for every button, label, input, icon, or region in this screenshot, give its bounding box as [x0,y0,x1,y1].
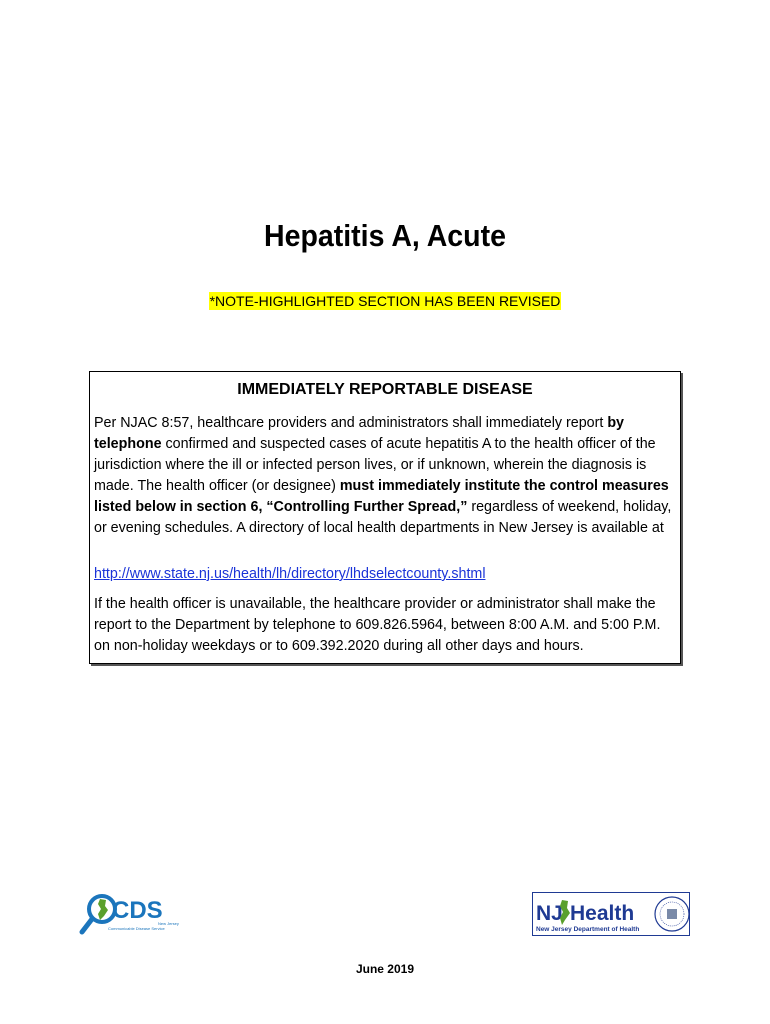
reportable-disease-box [89,371,681,664]
p1-text-c: confirmed and suspected cases of acute hepatitis A to the health officer of the jurisdiction where the ill or infected person lives, or if unknown, wherein the diagnosis is made. The health officer (or designee) [94,436,656,494]
cds-logo-text: CDS [112,897,163,924]
revision-note-wrapper [0,293,770,311]
box-heading: IMMEDIATELY REPORTABLE DISEASE [237,381,533,398]
health-logo-text: Health [570,902,635,925]
nj-logo-text: NJ [536,902,563,925]
p1-control-measures: must immediately institute the control measures listed below in section 6, “Controlling Further Spread,” [94,478,669,515]
fallback-contact-paragraph: If the health officer is unavailable, the healthcare provider or administrator shall make the report to the Department by telephone to 609.826.5964, between 8:00 A.M. and 5:00 P.M. on non-holiday weekdays or to 609.392.2020 during all other days and hours. [94,596,661,654]
magnifier-handle-icon [82,919,92,932]
document-title: Hepatitis A, Acute [264,218,506,253]
directory-link-paragraph [94,564,678,585]
p1-by-telephone: by telephone [94,415,625,452]
footer-date: June 2019 [355,962,415,976]
p1-text-e: regardless of weekend, holiday, or evening schedules. A directory of local health departments in New Jersey is available at [94,499,672,536]
department-name-text: New Jersey Department of Health [536,926,640,933]
cds-logo [78,890,188,936]
p1-text-a: Per NJAC 8:57, healthcare providers and administrators shall immediately report [94,415,608,431]
reporting-requirements-paragraph [94,413,678,539]
health-directory-link[interactable]: http://www.state.nj.us/health/lh/directory/lhdselectcounty.shtml [94,566,486,582]
cds-subtitle-1: New Jersey [158,921,179,926]
nj-state-icon [98,899,108,920]
nj-health-logo [532,892,690,936]
cds-subtitle-2: Communicable Disease Service [108,926,165,931]
revision-note: *NOTE-HIGHLIGHTED SECTION HAS BEEN REVISED [209,293,561,309]
